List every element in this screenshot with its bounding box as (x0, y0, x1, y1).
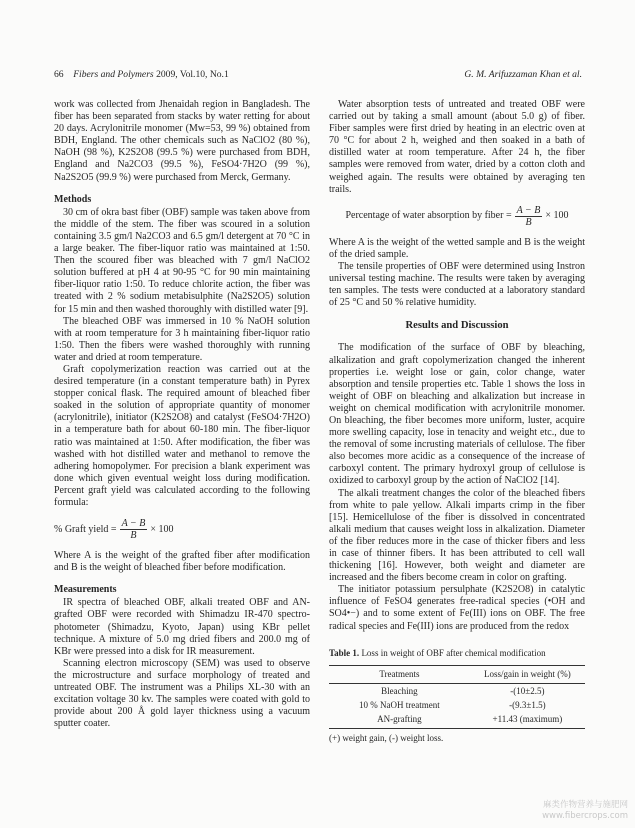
results-paragraph-2: The alkali treatment changes the color of the bleached fibers from white to pale yellow. Alkali imparts crimp in the fiber [15]. Hemicellulose of the fiber is dissolved in concentrated alkali medium that causes weight loss in alkalization. Diameter of the fiber reduces more in the case of thicker fibers and less in case of thinner fibers. It has been attributed to cell wall thickening [16]. However, both weight and diameter are increased and the fibers become cream in color on grafting. (329, 487, 585, 584)
water-eq-denominator: B (525, 216, 532, 228)
water-eq-explanation: Where A is the weight of the wetted sample and B is the weight of the dried sample. (329, 236, 585, 260)
measurements-paragraph-2: Scanning electron microscopy (SEM) was used to observe the microstructure and surface morphology of treated and untreated OBF. The instrument was a Philips XL-30 with an excitation voltage 30 kv. The samples were coated with gold to provide about 200 Å gold layer thickness using a vacuum sputter coater. (54, 657, 310, 730)
measurements-paragraph-1: IR spectra of bleached OBF, alkali treated OBF and AN-grafted OBF were recorded with Shimadzu IR-470 spectro-photometer (Shimadzu, Kyoto, Japan) using KBr pellet technique. A mixture of 5.0 mg dried fibers and 200.0 mg of KBr were pressed into a disk for IR measurement. (54, 597, 310, 657)
watermark-line-2: www.fibercrops.com (542, 811, 628, 821)
left-column (54, 99, 310, 730)
table-header-row (329, 665, 585, 683)
water-absorption-equation (329, 205, 585, 228)
results-paragraph-1: The modification of the surface of OBF by bleaching, alkalization and graft copolymerization changed the inherent properties i.e. weight lose or gain, color change, water absorption and tensile properties etc. Table 1 shows the loss in weight of OBF on bleaching and alkalization but increase in weight on chemical modification with acrylonitrile monomer. On bleaching, the fiber becomes more uniform, luster, acquire more swelling capacity, lose in tenacity and weight etc., due to the removal of some incrusting materials of cellulose. The fiber also becomes more acidic as a consequence of the increase of carboxyl content. The primary hydroxyl group of cellulose is oxidized to carboxyl group by the action of NaClO2 [14]. (329, 342, 585, 487)
table-note: (+) weight gain, (-) weight loss. (329, 733, 444, 744)
graft-eq-fraction (120, 518, 148, 541)
materials-paragraph: work was collected from Jhenaidah region in Bangladesh. The fiber has been separated from stacks by water retting for about 20 days. Acrylonitrile monomer (Mw=53, 99 %) obtained from BDH, England. The other chemicals such as NaClO2 (80 %), NaOH (98 %), K2S2O8 (99.5 %) were purchased from BDH, England and Na2CO3 (99.5 %), FeSO4·7H2O (99 %), Na2S2O5 (99.9 %) were purchased from Merck, Germany. (54, 99, 310, 183)
journal-name: Fibers and Polymers (73, 69, 154, 80)
table-header-loss-gain: Loss/gain in weight (%) (470, 665, 585, 683)
header-left (54, 69, 229, 80)
table-cell: Bleaching (381, 685, 418, 696)
table-row (329, 712, 585, 729)
table-row (329, 698, 585, 712)
header-authors: G. M. Arifuzzaman Khan et al. (464, 69, 582, 80)
results-paragraph-3: The initiator potassium persulphate (K2S2O8) in catalytic influence of FeSO4 generates free-radical species (•OH and SO4•−) and to some extent of Fe(III) ions on OBF. The free radical species and Fe(III) ions are produced from the redox (329, 584, 585, 632)
methods-paragraph-1: 30 cm of okra bast fiber (OBF) sample was taken above from the middle of the stem. The fiber was scoured in a solution containing 3.5 gm/l Na2CO3 and 6.5 gm/l detergent at 70 °C in a large beaker. The fiber-liquor ratio was maintained at 1:50. Then the scoured fiber was bleached with 7 gm/l NaClO2 solution buffered at pH 4 at 90-95 °C for 90 min maintaining fiber-liquor ratio 1:50. To reduce chlorite action, the fiber was treated with 2 % sodium metabisulphite (Na2S2O5) solution for 15 min and then washed thoroughly with distilled water [9]. (54, 206, 310, 315)
table-1 (329, 647, 585, 745)
water-absorption-paragraph: Water absorption tests of untreated and treated OBF were carried out by taking a small amount (about 5.0 g) of fiber. Fiber samples were first dried by heating in an electric oven at 70 °C for about 2 h, weighed and then soaked in a bath of distilled water at room temperature. After 24 h, the fiber samples were removed from water, dried by a cotton cloth and weighed again. The results were obtained by averaging ten trails. (329, 99, 585, 195)
table-cell: AN-grafting (329, 712, 470, 729)
measurements-heading: Measurements (54, 584, 117, 596)
graft-eq-explanation: Where A is the weight of the grafted fiber after modification and B is the weight of bleached fiber before modification. (54, 550, 310, 574)
graft-yield-equation (54, 518, 310, 541)
data-table (329, 665, 585, 729)
watermark (542, 800, 628, 822)
journal-info: 2009, Vol.10, No.1 (156, 69, 229, 80)
graft-eq-lhs: % Graft yield = (54, 523, 117, 535)
table-row (329, 683, 585, 698)
water-eq-rhs: × 100 (545, 210, 569, 222)
graft-eq-numerator: A − B (121, 518, 146, 530)
methods-heading: Methods (54, 193, 92, 205)
right-column (329, 99, 585, 744)
table-cell: +11.43 (maximum) (470, 712, 585, 729)
results-heading: Results and Discussion (405, 320, 509, 332)
graft-eq-rhs: × 100 (150, 523, 174, 535)
water-eq-fraction (515, 205, 543, 228)
table-caption-text: Loss in weight of OBF after chemical modification (361, 647, 546, 658)
table-header-treatments: Treatments (329, 665, 470, 683)
methods-paragraph-3: Graft copolymerization reaction was carried out at the desired temperature (in a constant temperature bath) in Pyrex stopper conical flask. The required amount of bleached fiber soaked in the solution of appropriate quantity of monomer (acrylonitrile), initiator (K2S2O8) and catalyst (FeSO4·7H2O) in a temperature bath for about 60-180 min. The fiber-liquor ratio was maintained at 1:50. After modification, the fiber was washed with hot distilled water and methanol to remove the adhering homopolymer. For precision a blank experiment was done which given eventual weight loss during modification. Percent graft yield was calculated according to the following formula: (54, 363, 310, 508)
water-eq-numerator: A − B (516, 204, 541, 216)
table-caption (329, 647, 585, 659)
table-label: Table 1. (329, 647, 360, 658)
watermark-line-1: 麻类作物营养与施肥网 (542, 800, 628, 810)
table-cell: 10 % NaOH treatment (359, 699, 440, 710)
tensile-paragraph: The tensile properties of OBF were determined using Instron universal testing machine. The results were taken by averaging ten samples. The tests were conducted at a laboratory standard of 25 °C and 50 % relative humidity. (329, 260, 585, 309)
table-cell: -(10±2.5) (510, 685, 545, 696)
page-number: 66 (54, 69, 64, 80)
graft-eq-denominator: B (130, 530, 137, 542)
water-eq-lhs: Percentage of water absorption by fiber = (345, 210, 512, 222)
methods-paragraph-2: The bleached OBF was immersed in 10 % NaOH solution with at room temperature for 3 h maintaining fiber-liquor ratio 1:50. Then the fibers were washed thoroughly with running water and dried at room temperature. (54, 315, 310, 363)
running-header (54, 69, 582, 83)
table-cell: -(9.3±1.5) (509, 699, 546, 710)
